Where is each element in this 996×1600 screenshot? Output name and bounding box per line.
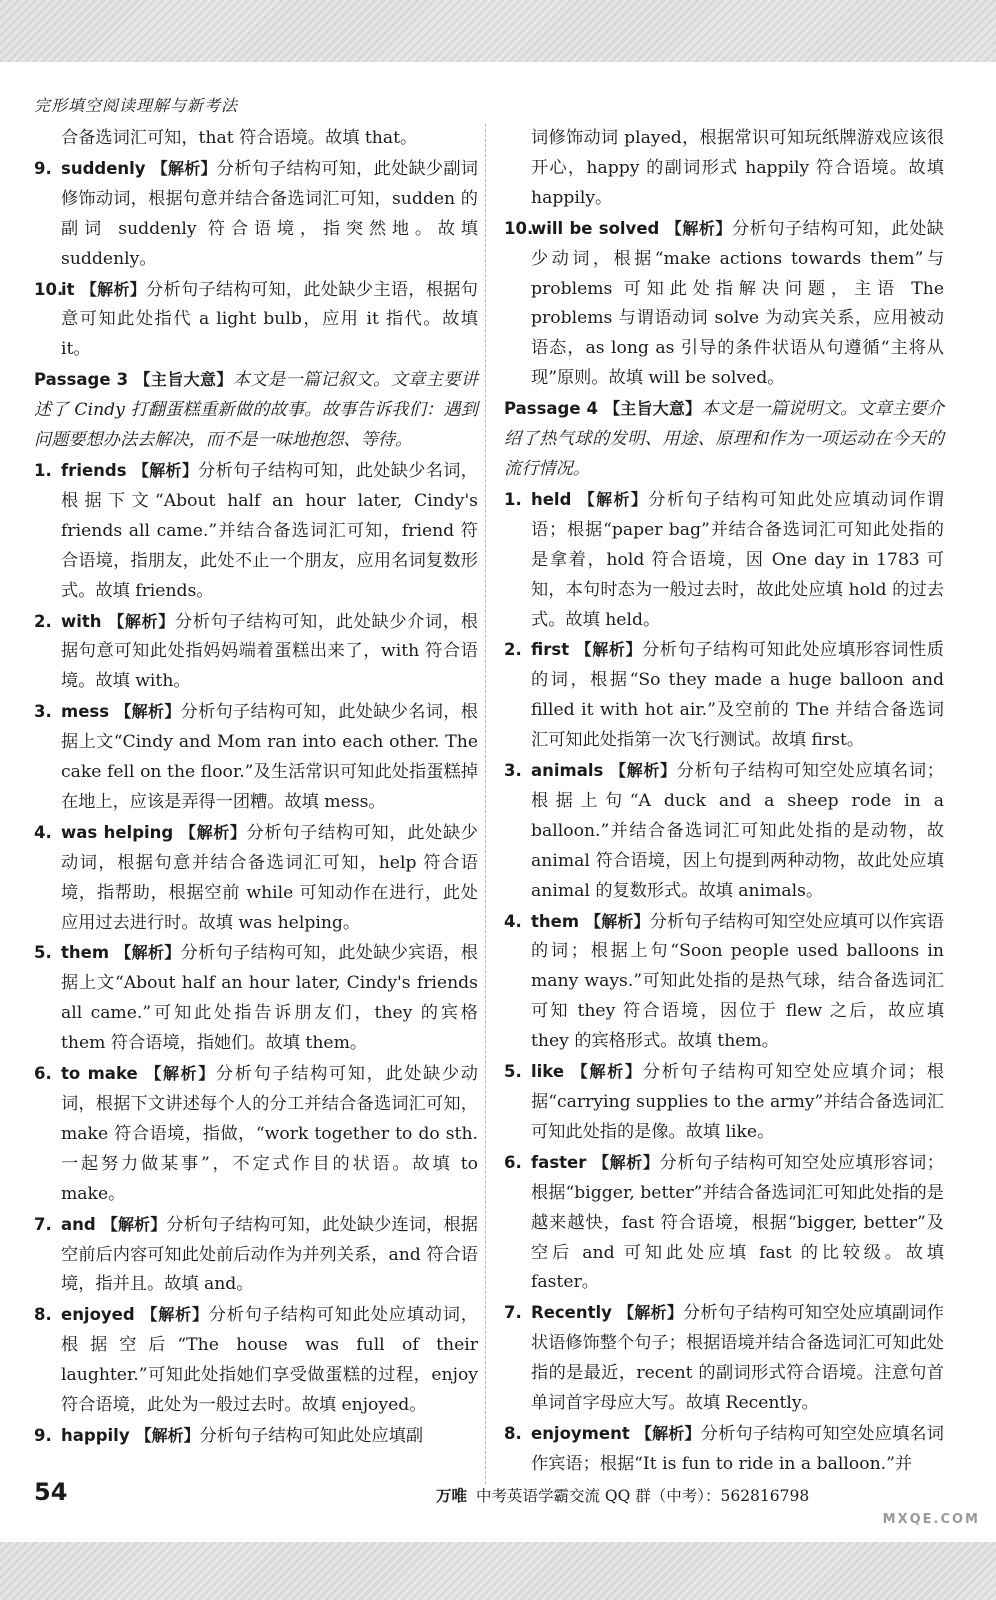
analysis-text: 分析句子结构可知，此处缺少宾语，根据上文“About half an hour later, Cindy's friends all came.”可知此处指告诉朋友们，they 的宾格 them 符合语境，指她们。故填 them。 [61, 943, 478, 1054]
item-number: 9. [34, 158, 52, 178]
analysis-text: 分析句子结构可知，此处缺少连词，根据空前后内容可知此处前后动作为并列关系，and 符合语境，指并且。故填 and。 [61, 1214, 478, 1295]
passage-title: Passage 4 [504, 399, 598, 419]
answer-item [504, 214, 944, 394]
analysis-tag: 【解析】 [570, 1062, 643, 1082]
answer-word: suddenly [61, 158, 146, 178]
answer-item [34, 607, 478, 698]
analysis-tag: 【解析】 [115, 943, 181, 963]
answer-item [34, 456, 478, 607]
answer-item [504, 635, 944, 756]
answer-item [504, 1298, 944, 1419]
item-number: 7. [504, 1303, 522, 1323]
analysis-text: 分析句子结构可知此处应填副 [199, 1425, 424, 1446]
summary-tag: 【主旨大意】 [603, 399, 702, 419]
page-number: 54 [34, 1478, 68, 1506]
analysis-tag: 【解析】 [151, 158, 217, 178]
top-scan-band [0, 0, 996, 62]
summary-text: 本文是一篇记叙文。文章主要讲述了 Cindy 打翻蛋糕重新做的故事。故事告诉我们：遇到问题要想办法去解决，而不是一味地抱怨、等待。 [34, 370, 478, 451]
analysis-tag: 【解析】 [179, 822, 247, 842]
analysis-tag: 【解析】 [132, 460, 199, 480]
answer-item [34, 938, 478, 1059]
analysis-text: 分析句子结构可知此处应填形容词性质的词，根据“So they made a huge balloon and filled it with hot air.”及空前的 The 并结合备选词汇可知此处指第一次飞行测试。故填 first。 [531, 640, 944, 751]
item-number: 9. [34, 1425, 52, 1445]
passage-summary [34, 365, 478, 456]
answer-word: first [531, 640, 570, 660]
answer-word: happily [61, 1425, 130, 1445]
continued-text: 合备选词汇可知，that 符合语境。故填 that。 [61, 128, 418, 148]
answer-word: them [61, 943, 110, 963]
summary-text: 本文是一篇说明文。文章主要介绍了热气球的发明、用途、原理和作为一项运动在今天的流行情况。 [504, 399, 944, 479]
footer-qq-group: 中考英语学霸交流 QQ 群（中考）：562816798 [475, 1487, 810, 1505]
answer-word: enjoyed [61, 1305, 135, 1325]
answer-item [34, 275, 478, 366]
analysis-tag: 【解析】 [609, 761, 677, 781]
item-number: 6. [34, 1064, 52, 1084]
answer-word: enjoyment [531, 1423, 630, 1443]
item-number: 10. [504, 218, 534, 238]
analysis-tag: 【解析】 [115, 702, 181, 722]
answer-item [34, 1210, 478, 1301]
analysis-tag: 【解析】 [140, 1305, 209, 1325]
item-number: 1. [504, 489, 522, 509]
answer-item [504, 1148, 944, 1299]
analysis-tag: 【解析】 [577, 489, 649, 509]
passage-summary [504, 394, 944, 485]
analysis-text: 分析句子结构可知，此处缺少名词，根据下文“About half an hour later, Cindy's friends all came.”并结合备选词汇可知，friend 符合语境，指朋友，此处不止一个朋友，应用名词复数形式。故填 friends。 [61, 460, 478, 601]
answer-word: with [61, 611, 102, 631]
analysis-text: 分析句子结构可知空处应填可以作宾语的词；根据上句“Soon people used balloons in many ways.”可知此处指的是热气球，结合备选词汇可知 they 符合语境，因位于 flew 之后，故应填 they 的宾格形式。故填 them。 [531, 911, 944, 1052]
item-number: 8. [504, 1423, 522, 1443]
brand-logo: 万唯 [436, 1487, 468, 1505]
answer-item [34, 818, 478, 939]
answer-word: and [61, 1214, 96, 1234]
answer-item [504, 1419, 944, 1480]
analysis-tag: 【解析】 [107, 611, 175, 631]
item-number: 3. [504, 761, 522, 781]
item-number: 4. [34, 822, 52, 842]
answer-item [34, 697, 478, 818]
item-number: 6. [504, 1152, 522, 1172]
item-number: 10. [34, 279, 64, 299]
analysis-text: 分析句子结构可知，此处缺少动词，根据句意并结合备选词汇可知，help 符合语境，指帮助，根据空前 while 可知动作在进行，此处应用过去进行时。故填 was helping。 [61, 822, 478, 933]
analysis-text: 分析句子结构可知，此处缺少动词，根据“make actions towards them”与 problems 可知此处指解决问题，主语 The problems 与谓语动词 solve 为动宾关系，应用被动语态，as long as 引导的条件状语从句遵循“主将从现”原则。故填 will be solved。 [531, 218, 944, 389]
analysis-tag: 【解析】 [617, 1303, 684, 1323]
item-number: 4. [504, 911, 522, 931]
bottom-scan-band [0, 1542, 996, 1600]
column-divider [485, 124, 486, 1484]
item-number: 8. [34, 1305, 52, 1325]
answer-item [504, 1057, 944, 1148]
item-number: 2. [34, 611, 52, 631]
item-number: 5. [504, 1062, 522, 1082]
answer-word: will be solved [531, 218, 660, 238]
analysis-text: 分析句子结构可知此处应填动词作谓语；根据“paper bag”并结合备选词汇可知此处指的是拿着，hold 符合语境，因 One day in 1783 可知，本句时态为一般过去时，故此处应填 hold 的过去式。故填 held。 [531, 489, 944, 630]
answer-item [34, 1421, 478, 1452]
analysis-text: 分析句子结构可知空处应填名词作宾语；根据“It is fun to ride in a balloon.”并 [531, 1423, 944, 1474]
answer-word: animals [531, 761, 604, 781]
analysis-tag: 【解析】 [585, 911, 650, 931]
analysis-tag: 【解析】 [592, 1152, 660, 1172]
answer-word: faster [531, 1152, 587, 1172]
item-number: 7. [34, 1214, 52, 1234]
answer-word: them [531, 911, 580, 931]
answer-word: like [531, 1062, 565, 1082]
answer-item [504, 756, 944, 907]
answer-word: it [61, 279, 75, 299]
analysis-text: 分析句子结构可知，此处缺少名词，根据上文“Cindy and Mom ran into each other. The cake fell on the floor.”及生活常识可知此处指蛋糕掉在地上，应该是弄得一团糟。故填 mess。 [61, 702, 478, 812]
right-column [504, 124, 944, 1480]
analysis-text: 分析句子结构可知，此处缺少副词修饰动词，根据句意并结合备选词汇可知，sudden 的副词 suddenly 符合语境，指突然地。故填 suddenly。 [61, 158, 478, 269]
answer-word: held [531, 489, 572, 509]
analysis-tag: 【解析】 [575, 640, 643, 660]
passage-title: Passage 3 [34, 370, 129, 390]
summary-tag: 【主旨大意】 [134, 370, 233, 390]
answer-word: friends [61, 460, 127, 480]
analysis-text: 分析句子结构可知，此处缺少动词，根据下文讲述每个人的分工并结合备选词汇可知，make 符合语境，指做，“work together to do sth. 一起努力做某事”，不定式作目的状语。故填 to make。 [61, 1064, 478, 1204]
answer-word: was helping [61, 822, 174, 842]
section-header-title: 完形填空阅读理解与新考法 [34, 96, 239, 115]
analysis-text: 分析句子结构可知空处应填形容词；根据“bigger, better”并结合备选词汇可知此处指的是越来越快，fast 符合语境，根据“bigger, better”及空后 and 可知此处应填 fast 的比较级。故填 faster。 [531, 1152, 944, 1293]
analysis-text: 分析句子结构可知，此处缺少介词，根据句意可知此处指妈妈端着蛋糕出来了，with 符合语境。故填 with。 [61, 611, 478, 692]
continued-text: 词修饰动词 played，根据常识可知玩纸牌游戏应该很开心，happy 的副词形式 happily 符合语境。故填 happily。 [531, 128, 944, 208]
analysis-text: 分析句子结构可知，此处缺少主语，根据句意可知此处指代 a light bulb，应用 it 指代。故填 it。 [61, 279, 478, 360]
analysis-tag: 【解析】 [665, 218, 732, 238]
analysis-text: 分析句子结构可知空处应填介词；根据“carrying supplies to the army”并结合备选词汇可知此处指的是像。故填 like。 [531, 1062, 944, 1142]
answer-word: Recently [531, 1303, 612, 1323]
analysis-tag: 【解析】 [80, 279, 147, 299]
analysis-tag: 【解析】 [635, 1423, 701, 1443]
answer-item [34, 1300, 478, 1421]
answer-word: mess [61, 702, 110, 722]
analysis-tag: 【解析】 [135, 1425, 200, 1445]
item-number: 2. [504, 640, 522, 660]
watermark-logo: MXQE.COM [882, 1512, 980, 1527]
footer-text [436, 1484, 809, 1506]
answer-item [34, 154, 478, 275]
answer-word: to make [61, 1064, 138, 1084]
left-column [34, 124, 478, 1452]
analysis-text: 分析句子结构可知空处应填名词；根据上句“A duck and a sheep rode in a balloon.”并结合备选词汇可知此处指的是动物，故 animal 符合语境，因上句提到两种动物，故此处应填 animal 的复数形式。故填 animals。 [531, 761, 944, 901]
analysis-text: 分析句子结构可知此处应填动词，根据空后“The house was full of their laughter.”可知此处指她们享受做蛋糕的过程，enjoy 符合语境，此处为一般过去时。故填 enjoyed。 [61, 1305, 478, 1416]
analysis-tag: 【解析】 [143, 1064, 216, 1084]
answer-item [34, 1059, 478, 1210]
answer-item [504, 485, 944, 636]
answer-item [504, 907, 944, 1058]
item-number: 1. [34, 460, 52, 480]
analysis-text: 分析句子结构可知空处应填副词作状语修饰整个句子；根据语境并结合备选词汇可知此处指的是最近，recent 的副词形式符合语境。注意句首单词首字母应大写。故填 Recently。 [531, 1303, 944, 1414]
analysis-tag: 【解析】 [101, 1214, 167, 1234]
item-number: 5. [34, 943, 52, 963]
item-number: 3. [34, 702, 52, 722]
